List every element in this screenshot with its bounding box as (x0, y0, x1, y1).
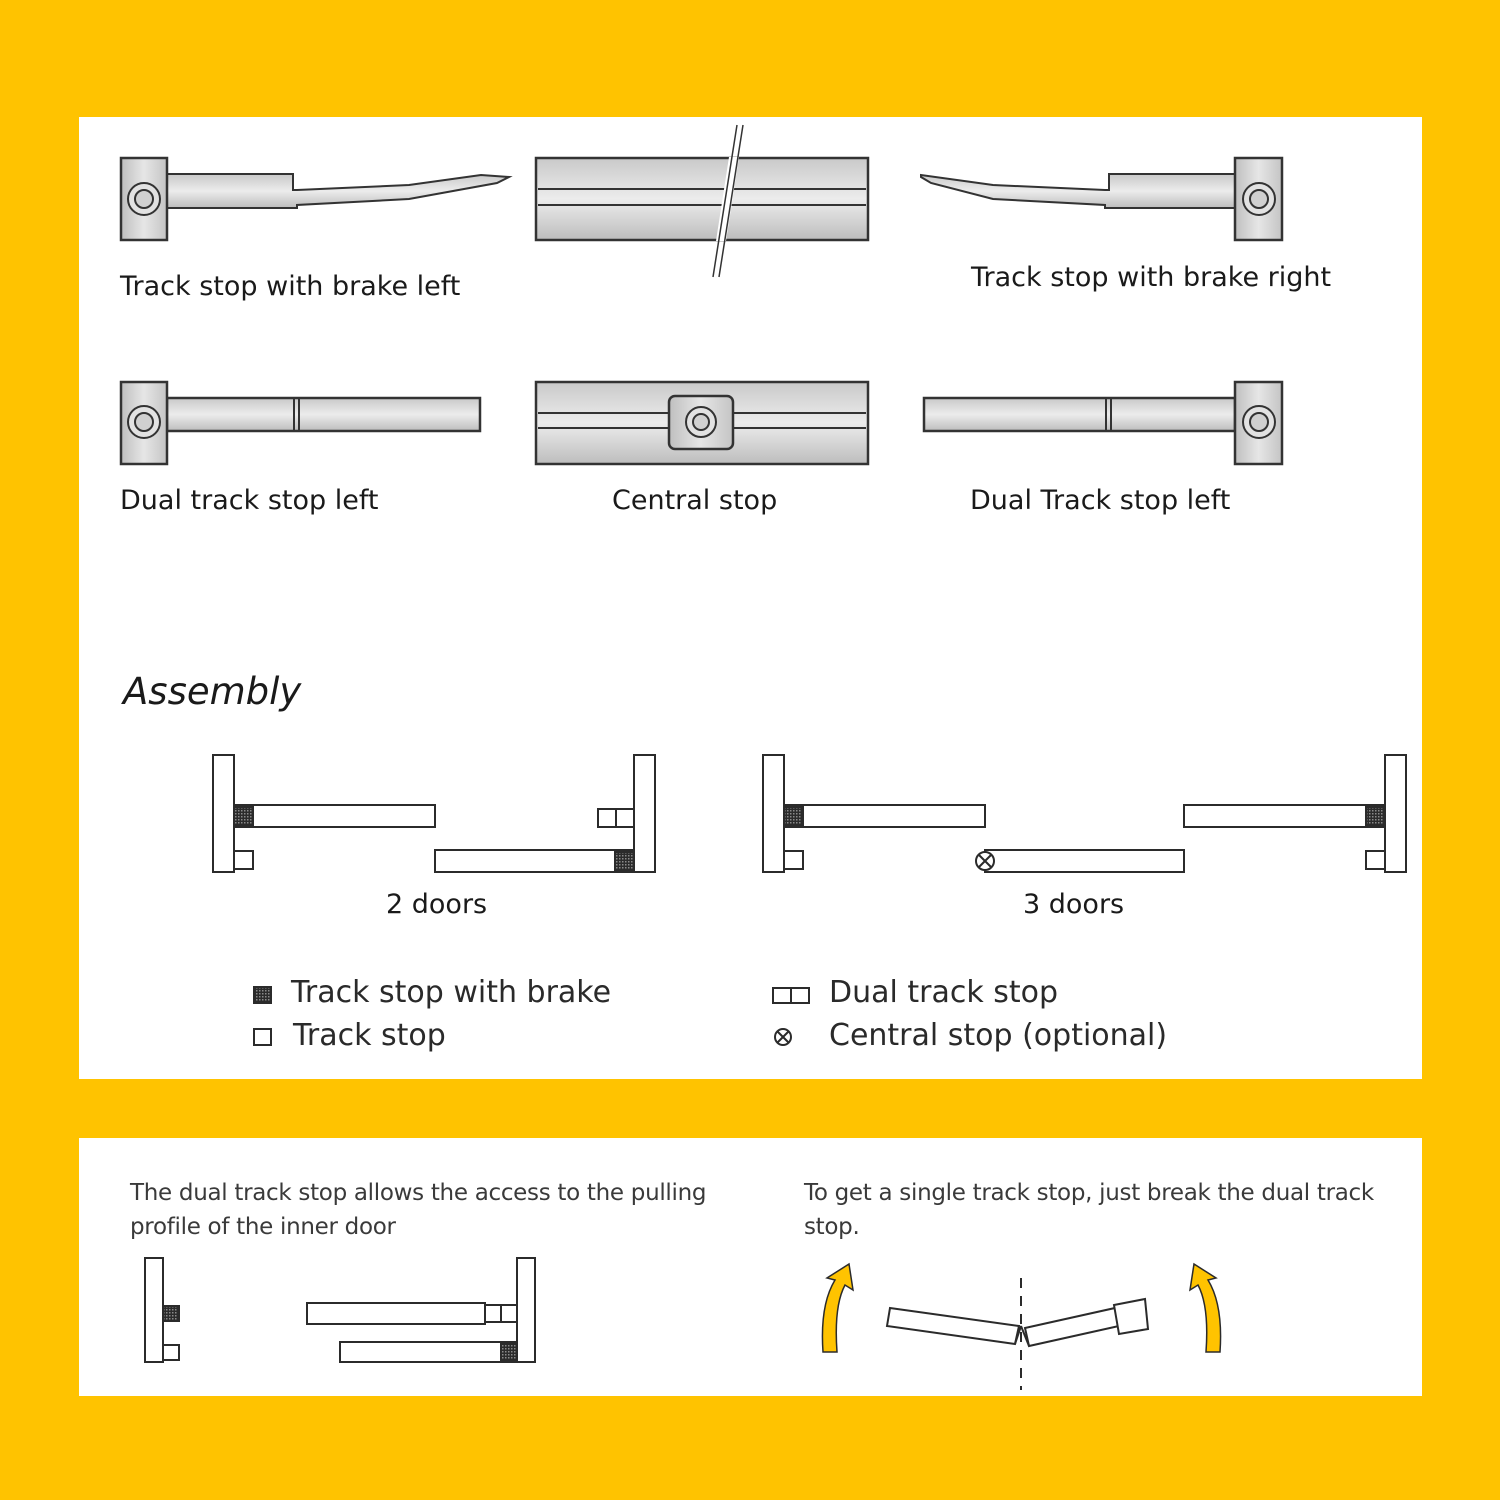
parts-panel (79, 117, 1422, 1079)
central-stop-drawing (536, 382, 868, 464)
track-stop-brake-left-label: Track stop with brake left (120, 271, 461, 302)
dual-track-stop-right-drawing (924, 382, 1282, 464)
legend-central-label: Central stop (optional) (829, 1018, 1168, 1053)
track-stop-brake-right-label: Track stop with brake right (971, 262, 1332, 293)
hatched-square-icon (254, 987, 271, 1003)
legend-dual-label: Dual track stop (829, 975, 1059, 1010)
notes-drawing (79, 1138, 1422, 1396)
curved-up-arrow-icon (1190, 1264, 1221, 1352)
three-doors-label: 3 doors (1023, 889, 1125, 920)
track-stop-brake-left-drawing (121, 158, 509, 240)
dual-access-drawing (145, 1258, 535, 1362)
track-profile-drawing (536, 125, 868, 277)
dual-track-stop-left-drawing (121, 382, 480, 464)
notes-panel (79, 1138, 1422, 1396)
assembly-title: Assembly (123, 670, 302, 713)
legend-brake-label: Track stop with brake (291, 975, 612, 1010)
circled-x-icon (775, 1029, 791, 1045)
assembly-2-doors-drawing (213, 755, 655, 872)
double-square-icon (773, 988, 809, 1003)
track-stop-brake-right-drawing (921, 158, 1282, 240)
dual-track-stop-right-label: Dual Track stop left (970, 485, 1231, 516)
two-doors-label: 2 doors (386, 889, 488, 920)
dual-access-note: The dual track stop allows the access to the pulling profile of the inner door (130, 1180, 707, 1240)
dual-track-stop-left-label: Dual track stop left (120, 485, 379, 516)
break-drawing (887, 1278, 1148, 1390)
legend-track-label: Track stop (293, 1018, 446, 1053)
curved-up-arrow-icon (822, 1264, 853, 1352)
central-stop-label: Central stop (612, 485, 778, 516)
break-single-note: To get a single track stop, just break the dual track stop. (804, 1180, 1374, 1240)
open-square-icon (254, 1029, 271, 1045)
assembly-3-doors-drawing (763, 755, 1406, 872)
